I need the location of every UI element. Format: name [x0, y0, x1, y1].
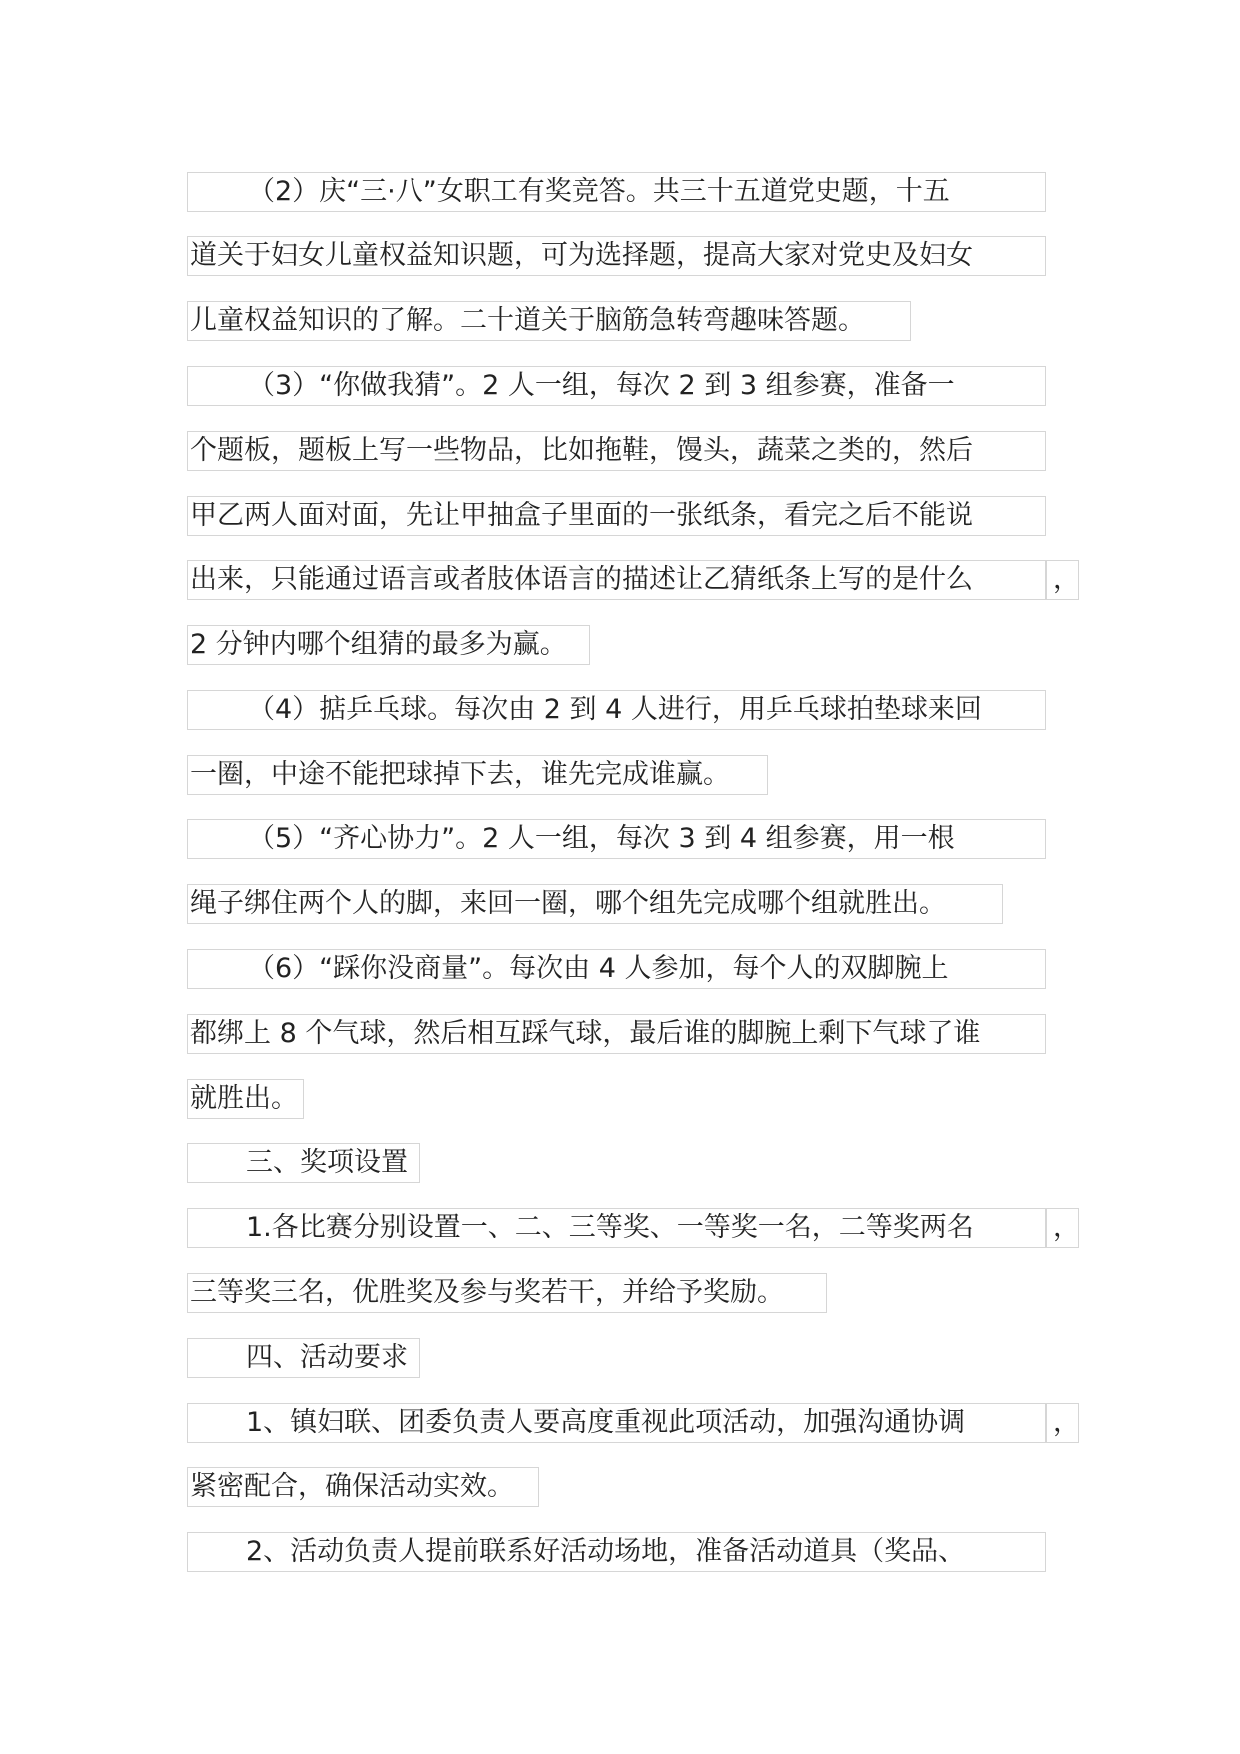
text-line: 出来，只能通过语言或者肢体语言的描述让乙猜纸条上写的是什么 — [187, 560, 1046, 600]
text-line: 绳子绑住两个人的脚，来回一圈，哪个组先完成哪个组就胜出。 — [187, 884, 1003, 924]
text-line: 就胜出。 — [187, 1079, 304, 1119]
text-line: 甲乙两人面对面，先让甲抽盒子里面的一张纸条，看完之后不能说 — [187, 496, 1046, 536]
text-line: 2 分钟内哪个组猜的最多为赢。 — [187, 625, 590, 665]
text-line: 紧密配合，确保活动实效。 — [187, 1467, 539, 1507]
section-heading: 三、奖项设置 — [187, 1143, 420, 1183]
text-line: （2）庆“三·八”女职工有奖竞答。共三十五道党史题，十五 — [187, 172, 1046, 212]
text-line-fragment: ， — [1046, 560, 1079, 600]
text-line: 道关于妇女儿童权益知识题，可为选择题，提高大家对党史及妇女 — [187, 236, 1046, 276]
text-line: （5）“齐心协力”。2 人一组，每次 3 到 4 组参赛，用一根 — [187, 819, 1046, 859]
section-heading: 四、活动要求 — [187, 1338, 420, 1378]
text-line: 都绑上 8 个气球，然后相互踩气球，最后谁的脚腕上剩下气球了谁 — [187, 1014, 1046, 1054]
text-line: 儿童权益知识的了解。二十道关于脑筋急转弯趣味答题。 — [187, 301, 911, 341]
text-line: （4）掂乒乓球。每次由 2 到 4 人进行，用乒乓球拍垫球来回 — [187, 690, 1046, 730]
text-line: 1、镇妇联、团委负责人要高度重视此项活动，加强沟通协调 — [187, 1403, 1046, 1443]
text-line-fragment: ， — [1046, 1208, 1079, 1248]
text-line: 三等奖三名，优胜奖及参与奖若干，并给予奖励。 — [187, 1273, 827, 1313]
text-line: 个题板，题板上写一些物品，比如拖鞋，馒头，蔬菜之类的，然后 — [187, 431, 1046, 471]
text-line-fragment: ， — [1046, 1403, 1079, 1443]
text-line: 一圈，中途不能把球掉下去，谁先完成谁赢。 — [187, 755, 768, 795]
text-line: （3）“你做我猜”。2 人一组，每次 2 到 3 组参赛，准备一 — [187, 366, 1046, 406]
text-line: 1.各比赛分别设置一、二、三等奖、一等奖一名，二等奖两名 — [187, 1208, 1046, 1248]
text-line: （6）“踩你没商量”。每次由 4 人参加，每个人的双脚腕上 — [187, 949, 1046, 989]
text-line: 2、活动负责人提前联系好活动场地，准备活动道具（奖品、 — [187, 1532, 1046, 1572]
